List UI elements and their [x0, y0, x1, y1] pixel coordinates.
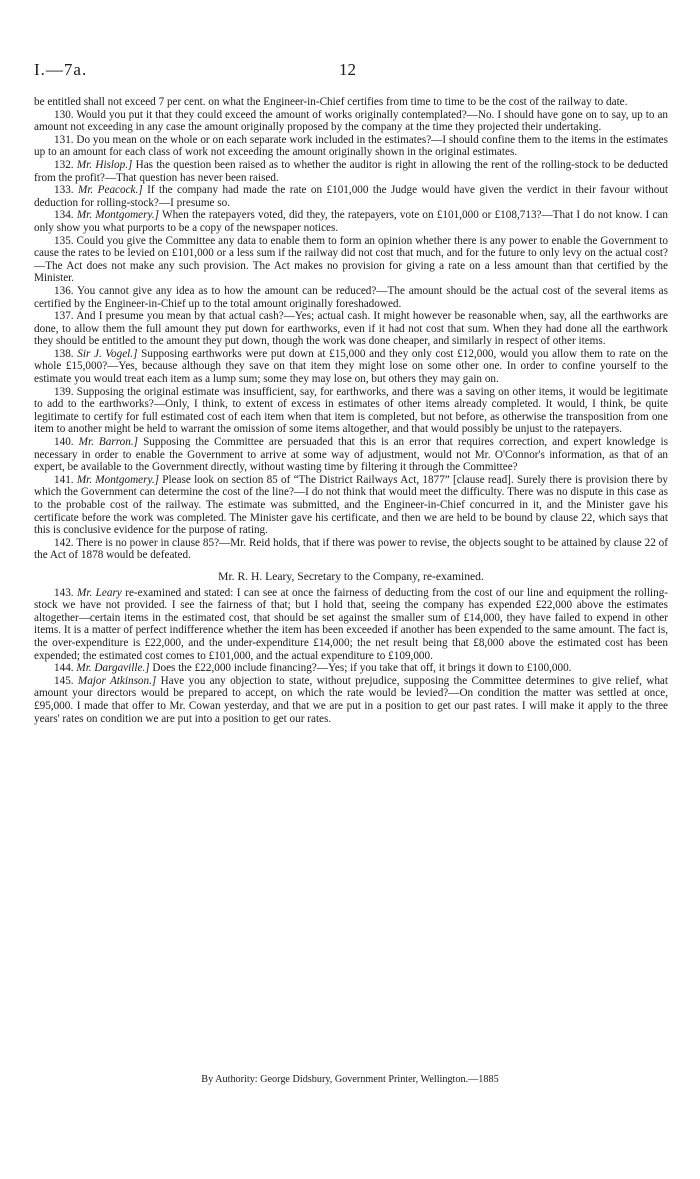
paragraph: 143. Mr. Leary re-examined and stated: I can see at once the fairness of deducting from the cost of our line and equipment the rolling-stock we have not provided. I see the fairness of that; but I hold that, seeing the company has expended £22,000 above the estimates altogether—certain items in the estimated cost, that should be set against the smaller sum of £14,000, they have failed to expend in other items. It is a matter of perfect indifference whether the item has been exceeded if another has been expended to the same amount. The fact is, the over-expenditure is £22,000, and the under-expenditure £14,000; the net result being that £8,000 above the estimated cost has been expended; the estimated cost comes to £101,000, and the actual expenditure to £109,000.	[34, 586, 669, 662]
speaker: Mr. Montgomery.]	[76, 209, 159, 222]
document-reference: I.—7a.	[34, 60, 88, 79]
speaker: Mr. Barron.]	[78, 436, 138, 449]
paragraph: 138. Sir J. Vogel.] Supposing earthworks were put down at £15,000 and they only cost £12,000, would you allow them to rate on the whole £15,000?—Yes, because although they save on that item they might lose on some other one. In order to confine yourself to the estimate you would treat each item as a lump sum; some they may lose on, but others they may gain on.	[34, 347, 669, 386]
page-header	[34, 60, 668, 82]
printer-imprint: By Authority: George Didsbury, Government Printer, Wellington.—1885	[201, 1074, 499, 1085]
paragraph: 135. Could you give the Committee any data to enable them to form an opinion whether there is any power to enable the Government to cause the rates to be levied on £101,000 or a less sum if the railway did not cost that much, and for the future to only levy on the actual cost?—The Act does not make any such provision. The Act makes no provision for giving a rate on a less amount than that certified by the Minister.	[34, 234, 668, 285]
paragraph: 141. Mr. Montgomery.] Please look on section 85 of “The District Railways Act, 1877” [clause read]. Surely there is provision there by which the Government can determine the cost of the line?—I do not think that would meet the difficulty. There was no dispute in this case as to the probable cost of the railway. The estimate was submitted, and the Engineer-in-Chief concurred in it, and the Minister gave his certificate before the work was completed. The Minister gave his certificate, and then we are held to be bound by clause 22, which says that this is conclusive evidence for the purpose of rating.	[34, 473, 668, 537]
speaker: Mr. Leary	[77, 586, 122, 599]
paragraph: 130. Would you put it that they could exceed the amount of works originally contemplated?—No. I should have gone on to say, up to an amount not exceeding in any case the amount originally proposed by the company at the time they projected their undertaking.	[34, 108, 668, 134]
page-number: 12	[339, 60, 356, 79]
paragraph: 132. Mr. Hislop.] Has the question been raised as to whether the auditor is right in allowing the rent of the rolling-stock to be deducted from the profit?—That question has never been raised.	[34, 158, 669, 184]
speaker: Major Atkinson.]	[77, 674, 157, 687]
paragraph: 131. Do you mean on the whole or on each separate work included in the estimates?—I should confine them to the items in the estimates up to an amount for each class of work not exceeding the amount originally shown in the original estimates.	[34, 133, 668, 159]
paragraph: 139. Supposing the original estimate was insufficient, say, for earthworks, and there was a saving on other items, it would be legitimate to add to the earthworks?—Only, I think, to extent of excess in estimates of other items already completed. It would, I think, be quite legitimate to certify for full estimated cost of each item when that item is completed, but not before, as otherwise the transposition from one item to another might be held to warrant the omission of some items altogether, and that would possibly be unjust to the ratepayers.	[34, 385, 668, 436]
paragraph: 136. You cannot give any idea as to how the amount can be reduced?—The amount should be the actual cost of the several items as certified by the Engineer-in-Chief up to the total amount originally foreshadowed.	[34, 284, 668, 310]
speaker: Mr. Peacock.]	[78, 184, 143, 197]
document-body	[34, 96, 668, 725]
paragraph: 145. Major Atkinson.] Have you any objection to state, without prejudice, supposing the Committee determines to give relief, what amount your directors would be prepared to accept, on which the rate would be levied?—On condition the matter was settled at once, £95,000. I made that offer to Mr. Cowan yesterday, and that we are put in a position to get our past rates. I will make it apply to the three years' rates on condition we are put into a position to get our rates.	[34, 674, 668, 725]
section-heading: Mr. R. H. Leary, Secretary to the Company, re-examined.	[218, 569, 484, 583]
paragraph: 140. Mr. Barron.] Supposing the Committee are persuaded that this is an error that requires correction, and expert knowledge is necessary in order to enable the Government to arrive at some way of adjustment, would not Mr. O'Connor's information, as that of an expert, be available to the Government directly, without wasting time by filtering it through the Committee?	[34, 436, 668, 474]
speaker: Mr. Hislop.]	[76, 158, 133, 171]
paragraph: 137. And I presume you mean by that actual cash?—Yes; actual cash. It might however be reasonable when, say, all the earthworks are done, to allow them the full amount they put down for earthworks, even if it had not cost that sum. When they had done all the earthwork they should be entitled to the amount they put down, though the work was done cheaper, and similarly in respect of other items.	[34, 310, 668, 348]
speaker: Sir J. Vogel.]	[77, 347, 138, 360]
paragraph: 133. Mr. Peacock.] If the company had made the rate on £101,000 the Judge would have given the verdict in their favour without deduction for rolling-stock?—I presume so.	[34, 184, 669, 209]
paragraph: 134. Mr. Montgomery.] When the ratepayers voted, did they, the ratepayers, vote on £101,000 or £108,713?—That I do not know. I can only show you what purports to be a copy of the newspaper notices.	[34, 209, 668, 234]
paragraph: be entitled shall not exceed 7 per cent. on what the Engineer-in-Chief certifies from time to time to be the cost of the railway to date.	[34, 96, 628, 108]
paragraph: 144. Mr. Dargaville.] Does the £22,000 include financing?—Yes; if you take that off, it brings it down to £100,000.	[54, 662, 572, 675]
paragraph: 142. There is no power in clause 85?—Mr. Reid holds, that if there was power to revise, the objects sought to be attained by clause 22 of the Act of 1878 would be defeated.	[34, 536, 668, 562]
speaker: Mr. Dargaville.]	[76, 662, 150, 675]
speaker: Mr. Montgomery.]	[76, 473, 159, 486]
